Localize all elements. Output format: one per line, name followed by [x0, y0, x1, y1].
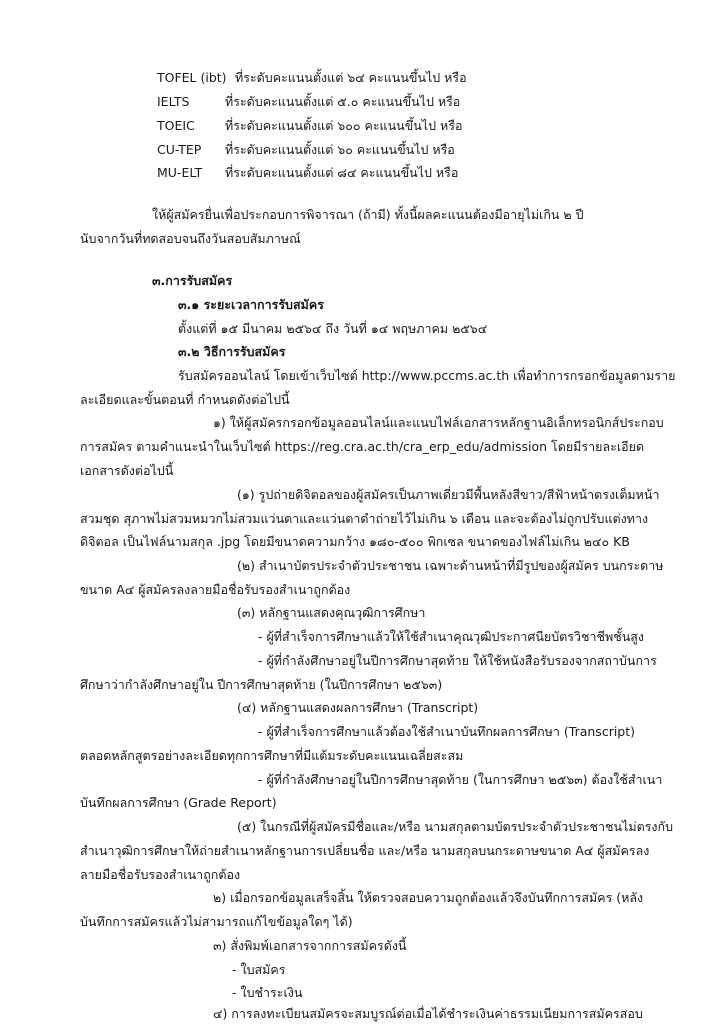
- paragraph-line: ดิจิตอล เป็นไฟล์นามสกุล .jpg โดยมีขนาดความกว้าง ๑๘๐-๕๐๐ พิกเซล ขนาดของไฟล์ไม่เกิน ๒๔๐ KB: [80, 534, 630, 549]
- test-name: TOEIC: [157, 118, 195, 133]
- list-item: (๔) หลักฐานแสดงผลการศึกษา (Transcript): [237, 700, 479, 715]
- test-name: IELTS: [157, 94, 190, 109]
- test-requirement: ที่ระดับคะแนนตั้งแต่ ๖๔ คะแนนขึ้นไป หรือ: [235, 70, 467, 85]
- list-item: - ผู้ที่สำเร็จการศึกษาแล้วให้ใช้สำเนาคุณวุฒิประกาศนียบัตรวิชาชีพชั้นสูง: [258, 629, 645, 644]
- paragraph-line: สวมชุด สุภาพไม่สวมหมวกไม่สวมแว่นตาและแว่นตาดำถ่ายไว้ไม่เกิน ๖ เดือน และจะต้องไม่ถูกปรับแต่งทาง: [80, 511, 649, 526]
- list-item: (๕) ในกรณีที่ผู้สมัครมีชื่อและ/หรือ นามสกุลตามบัตรประจำตัวประชาชนไม่ตรงกับ: [237, 819, 674, 834]
- test-requirement: ที่ระดับคะแนนตั้งแต่ ๖๐๐ คะแนนขึ้นไป หรือ: [225, 118, 463, 133]
- list-item: (๒) สำเนาบัตรประจำตัวประชาชน เฉพาะด้านหน้าที่มีรูปของผู้สมัคร บนกระดาษ: [237, 558, 664, 573]
- paragraph-line: ขนาด A๔ ผู้สมัครลงลายมือชื่อรับรองสำเนาถูกต้อง: [80, 582, 351, 597]
- note-line: ให้ผู้สมัครยื่นเพื่อประกอบการพิจารณา (ถ้ามี) ทั้งนี้ผลคะแนนต้องมีอายุไม่เกิน ๒ ปี: [152, 207, 584, 222]
- subsection-heading: ๓.๒ วิธีการรับสมัคร: [178, 344, 286, 359]
- test-name: MU-ELT: [157, 165, 203, 180]
- paragraph-line: บันทึกการสมัครแล้วไม่สามารถแก้ไขข้อมูลใดๆ ได้): [80, 914, 353, 929]
- list-item: - ผู้ที่กำลังศึกษาอยู่ในปีการศึกษาสุดท้าย ให้ใช้หนังสือรับรองจากสถาบันการ: [258, 653, 657, 668]
- paragraph-line: บันทึกผลการศึกษา (Grade Report): [80, 795, 277, 810]
- section-heading: ๓.การรับสมัคร: [152, 273, 233, 288]
- test-requirement: ที่ระดับคะแนนตั้งแต่ ๖๐ คะแนนขึ้นไป หรือ: [225, 142, 455, 157]
- test-requirement: ที่ระดับคะแนนตั้งแต่ ๕.๐ คะแนนขึ้นไป หรือ: [225, 94, 461, 109]
- test-name: TOFEL (ibt): [157, 70, 227, 85]
- note-line: นับจากวันที่ทดสอบจนถึงวันสอบสัมภาษณ์: [80, 231, 301, 246]
- list-item: (๓) หลักฐานแสดงคุณวุฒิการศึกษา: [237, 605, 426, 620]
- list-item: ๔) การลงทะเบียนสมัครจะสมบูรณ์ต่อเมื่อได้ชำระเงินค่าธรรมเนียมการสมัครสอบ: [213, 1006, 643, 1021]
- paragraph-line: การสมัคร ตามคำแนะนำในเว็บไซต์ https://reg.cra.ac.th/cra_erp_edu/admission โดยมีรายละเอียด: [80, 439, 645, 454]
- list-item: - ใบชำระเงิน: [232, 985, 303, 1000]
- list-item: - ผู้ที่กำลังศึกษาอยู่ในปีการศึกษาสุดท้าย (ในการศึกษา ๒๕๖๓) ต้องใช้สำเนา: [258, 772, 663, 787]
- list-item: - ใบสมัคร: [232, 962, 286, 977]
- list-item: ๑) ให้ผู้สมัครกรอกข้อมูลออนไลน์และแนบไฟล์เอกสารหลักฐานอิเล็กทรอนิกส์ประกอบ: [213, 415, 664, 430]
- list-item: (๑) รูปถ่ายดิจิตอลของผู้สมัครเป็นภาพเดี่ยวมีพื้นหลังสีขาว/สีฟ้าหน้าตรงเต็มหน้า: [237, 487, 660, 502]
- paragraph-line: ตลอดหลักสูตรอย่างละเอียดทุกการศึกษาที่มีแต้มระดับคะแนนเฉลี่ยสะสม: [80, 748, 464, 763]
- list-item: ๒) เมื่อกรอกข้อมูลเสร็จสิ้น ให้ตรวจสอบความถูกต้องแล้วจึงบันทึกการสมัคร (หลัง: [213, 890, 644, 905]
- paragraph-line: สำเนาวุฒิการศึกษาให้ถ่ายสำเนาหลักฐานการเปลี่ยนชื่อ และ/หรือ นามสกุลบนกระดาษขนาด A๔ ผู้สมัครลง: [80, 843, 650, 858]
- test-name: CU-TEP: [157, 142, 202, 157]
- list-item: - ผู้ที่สำเร็จการศึกษาแล้วต้องใช้สำเนาบันทึกผลการศึกษา (Transcript): [258, 724, 636, 739]
- list-item: ๓) สั่งพิมพ์เอกสารจากการสมัครดังนี้: [213, 938, 407, 953]
- paragraph-line: ลายมือชื่อรับรองสำเนาถูกต้อง: [80, 867, 241, 882]
- test-requirement: ที่ระดับคะแนนตั้งแต่ ๘๔ คะแนนขึ้นไป หรือ: [225, 165, 459, 180]
- paragraph-line: เอกสารดังต่อไปนี้: [80, 463, 174, 478]
- application-period: ตั้งแต่ที่ ๑๕ มีนาคม ๒๕๖๔ ถึง วันที่ ๑๔ พฤษภาคม ๒๕๖๔: [178, 321, 488, 336]
- paragraph-line: รับสมัครออนไลน์ โดยเข้าเว็บไซต์ http://www.pccms.ac.th เพื่อทำการกรอกข้อมูลตามราย: [178, 368, 676, 383]
- subsection-heading: ๓.๑ ระยะเวลาการรับสมัคร: [178, 297, 324, 312]
- paragraph-line: ศึกษาว่ากำลังศึกษาอยู่ใน ปีการศึกษาสุดท้าย (ในปีการศึกษา ๒๕๖๓): [80, 677, 443, 692]
- paragraph-line: ละเอียดและขั้นตอนที่ กำหนดดังต่อไปนี้: [80, 392, 290, 407]
